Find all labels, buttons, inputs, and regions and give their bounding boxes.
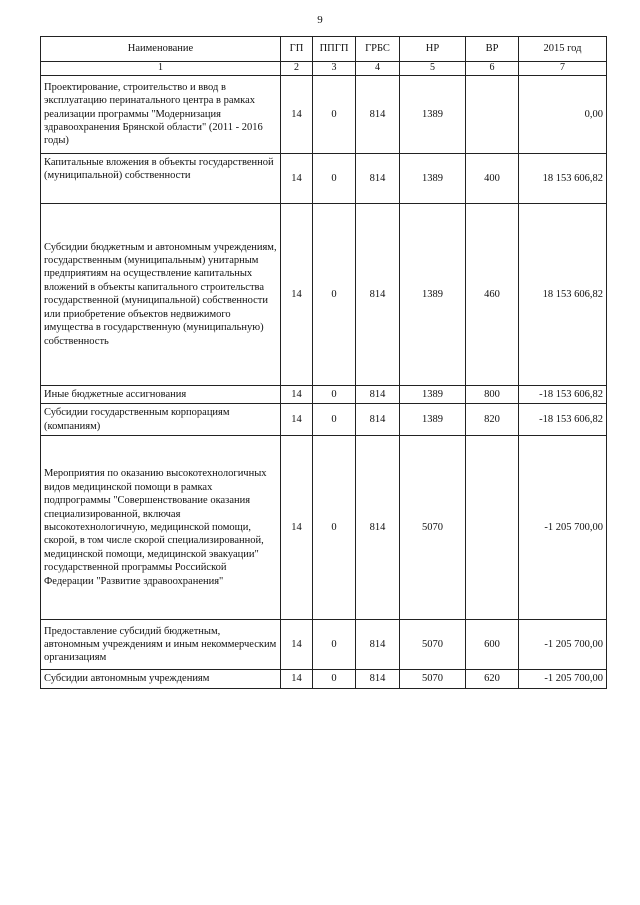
row-amount: -1 205 700,00	[519, 436, 607, 620]
row-vr: 600	[466, 620, 519, 670]
row-ppgp: 0	[313, 620, 356, 670]
row-ppgp: 0	[313, 670, 356, 688]
row-name: Субсидии автономным учреждениям	[41, 670, 281, 688]
row-vr: 400	[466, 153, 519, 203]
row-grbs: 814	[356, 620, 400, 670]
row-nr: 1389	[400, 385, 466, 403]
table-row	[41, 203, 607, 385]
row-grbs: 814	[356, 404, 400, 436]
row-gp: 14	[281, 385, 313, 403]
row-vr: 820	[466, 404, 519, 436]
row-gp: 14	[281, 436, 313, 620]
row-grbs: 814	[356, 670, 400, 688]
header-gp: ГП	[281, 37, 313, 62]
column-number: 4	[356, 62, 400, 76]
row-name: Иные бюджетные ассигнования	[41, 385, 281, 403]
row-nr: 1389	[400, 404, 466, 436]
column-number: 3	[313, 62, 356, 76]
row-amount: -1 205 700,00	[519, 620, 607, 670]
row-amount: -18 153 606,82	[519, 385, 607, 403]
row-amount: 0,00	[519, 75, 607, 153]
row-grbs: 814	[356, 75, 400, 153]
table-row	[41, 404, 607, 436]
row-gp: 14	[281, 670, 313, 688]
table-row	[41, 670, 607, 688]
row-ppgp: 0	[313, 436, 356, 620]
row-vr	[466, 436, 519, 620]
row-ppgp: 0	[313, 404, 356, 436]
row-vr: 800	[466, 385, 519, 403]
row-gp: 14	[281, 75, 313, 153]
row-grbs: 814	[356, 153, 400, 203]
column-number: 1	[41, 62, 281, 76]
row-vr: 460	[466, 203, 519, 385]
row-gp: 14	[281, 404, 313, 436]
column-number-row	[41, 62, 607, 76]
row-name: Проектирование, строительство и ввод в эксплуатацию перинатального центра в рамках реализации программы "Модернизация здравоохранения Брянской области" (2011 - 2016 годы)	[41, 75, 281, 153]
row-ppgp: 0	[313, 153, 356, 203]
header-vr: ВР	[466, 37, 519, 62]
row-ppgp: 0	[313, 203, 356, 385]
header-name: Наименование	[41, 37, 281, 62]
row-name: Субсидии государственным корпорациям (компаниям)	[41, 404, 281, 436]
row-amount: -18 153 606,82	[519, 404, 607, 436]
row-ppgp: 0	[313, 75, 356, 153]
row-gp: 14	[281, 620, 313, 670]
row-nr: 5070	[400, 620, 466, 670]
row-ppgp: 0	[313, 385, 356, 403]
row-amount: -1 205 700,00	[519, 670, 607, 688]
row-grbs: 814	[356, 203, 400, 385]
row-gp: 14	[281, 203, 313, 385]
column-number: 2	[281, 62, 313, 76]
column-number: 5	[400, 62, 466, 76]
header-grbs: ГРБС	[356, 37, 400, 62]
table-row	[41, 620, 607, 670]
row-nr: 5070	[400, 670, 466, 688]
budget-table	[40, 36, 607, 689]
header-ppgp: ППГП	[313, 37, 356, 62]
header-nr: НР	[400, 37, 466, 62]
row-name: Предоставление субсидий бюджетным, автономным учреждениям и иным некоммерческим организациям	[41, 620, 281, 670]
column-number: 7	[519, 62, 607, 76]
table-row	[41, 153, 607, 203]
row-nr: 1389	[400, 153, 466, 203]
row-grbs: 814	[356, 385, 400, 403]
row-gp: 14	[281, 153, 313, 203]
row-grbs: 814	[356, 436, 400, 620]
row-nr: 1389	[400, 75, 466, 153]
column-number: 6	[466, 62, 519, 76]
row-amount: 18 153 606,82	[519, 153, 607, 203]
row-name: Мероприятия по оказанию высокотехнологичных видов медицинской помощи в рамках подпрограммы "Совершенствование оказания специализированной, включая высокотехнологичную, медицинской помощи, скорой, в том числе скорой специализированной, медицинской помощи, медицинской эвакуации" государственной программы Российской Федерации "Развитие здравоохранения"	[41, 436, 281, 620]
row-nr: 5070	[400, 436, 466, 620]
page-number: 9	[317, 14, 323, 26]
row-vr: 620	[466, 670, 519, 688]
row-amount: 18 153 606,82	[519, 203, 607, 385]
header-row	[41, 37, 607, 62]
row-nr: 1389	[400, 203, 466, 385]
row-name: Субсидии бюджетным и автономным учреждениям, государственным (муниципальным) унитарным предприятиям на осуществление капитальных вложений в объекты капитального строительства государственной (муниципальной) собственности или приобретение объектов недвижимого имущества в государственную (муниципальную) собственность	[41, 203, 281, 385]
header-year: 2015 год	[519, 37, 607, 62]
row-vr	[466, 75, 519, 153]
table-row	[41, 75, 607, 153]
table-row	[41, 385, 607, 403]
row-name: Капитальные вложения в объекты государственной (муниципальной) собственности	[41, 153, 281, 203]
table-row	[41, 436, 607, 620]
